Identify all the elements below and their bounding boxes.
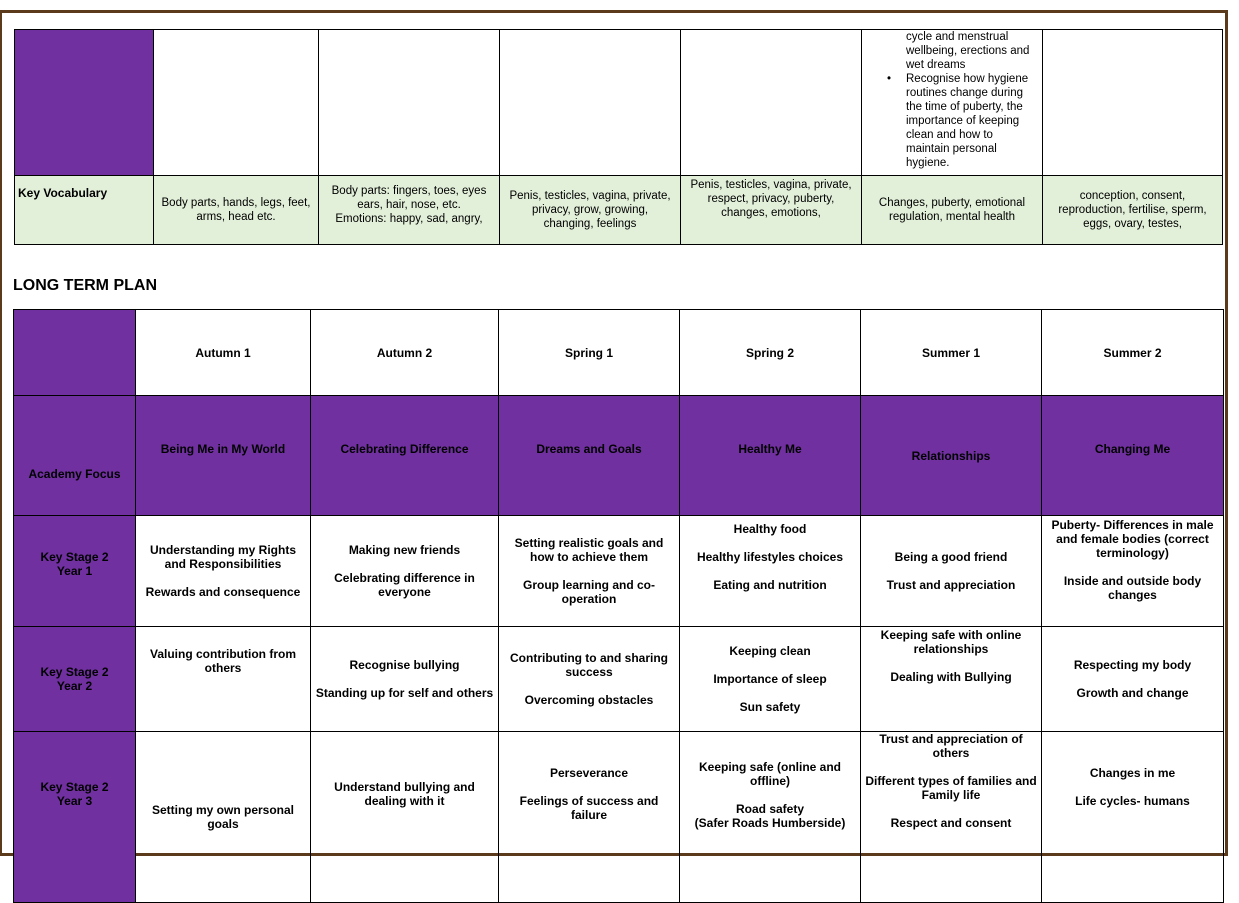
term-header: Spring 1 (499, 310, 680, 396)
empty-cell (681, 30, 862, 176)
vocab-cell: Body parts: fingers, toes, eyes ears, hair, nose, etc. Emotions: happy, sad, angry, (319, 176, 500, 245)
vocab-cell: Changes, puberty, emotional regulation, mental health (862, 176, 1043, 245)
academy-focus-row (14, 396, 1224, 516)
plan-cell: Respecting my body Growth and change (1042, 627, 1224, 732)
key-vocabulary-row (15, 176, 1223, 245)
empty-cell (319, 30, 500, 176)
plan-cell: Trust and appreciation of others Different types of families and Family life Respect and consent (861, 732, 1042, 903)
plan-cell: Puberty- Differences in male and female bodies (correct terminology) Inside and outside body changes (1042, 516, 1224, 627)
objective-bullet: • Recognise how hygiene routines change during the time of puberty, the importance of keeping clean and how to maintain personal hygiene. (906, 72, 1042, 170)
empty-cell (1043, 30, 1223, 176)
term-header: Autumn 1 (136, 310, 311, 396)
continued-objectives-cell (862, 30, 1043, 176)
plan-cell: Keeping clean Importance of sleep Sun safety (680, 627, 861, 732)
key-vocabulary-label: Key Vocabulary (15, 176, 154, 245)
year-label: Key Stage 2 Year 3 (14, 732, 136, 903)
year-2-row (14, 627, 1224, 732)
term-header: Summer 2 (1042, 310, 1224, 396)
objective-bullet-list (862, 72, 1042, 170)
term-header: Summer 1 (861, 310, 1042, 396)
plan-cell: Understanding my Rights and Responsibilities Rewards and consequence (136, 516, 311, 627)
academy-focus-label: Academy Focus (14, 396, 136, 516)
purple-label-cell (15, 30, 154, 176)
year-label: Key Stage 2 Year 2 (14, 627, 136, 732)
plan-cell: Making new friends Celebrating difference in everyone (311, 516, 499, 627)
long-term-plan-table (13, 309, 1224, 903)
focus-topic: Celebrating Difference (311, 396, 499, 516)
plan-cell: Valuing contribution from others (136, 627, 311, 732)
vocab-cell: Penis, testicles, vagina, private, privacy, grow, growing, changing, feelings (500, 176, 681, 245)
term-header-row (14, 310, 1224, 396)
year-label: Key Stage 2 Year 1 (14, 516, 136, 627)
plan-cell: Setting realistic goals and how to achieve them Group learning and co- operation (499, 516, 680, 627)
corner-cell (14, 310, 136, 396)
plan-cell: Contributing to and sharing success Overcoming obstacles (499, 627, 680, 732)
plan-cell: Keeping safe (online and offline) Road safety (Safer Roads Humberside) (680, 732, 861, 903)
plan-cell: Healthy food Healthy lifestyles choices Eating and nutrition (680, 516, 861, 627)
plan-cell: Being a good friend Trust and appreciation (861, 516, 1042, 627)
plan-cell: Changes in me Life cycles- humans (1042, 732, 1224, 903)
focus-topic: Being Me in My World (136, 396, 311, 516)
top-table (14, 29, 1223, 245)
term-header: Autumn 2 (311, 310, 499, 396)
focus-topic: Relationships (861, 396, 1042, 516)
plan-cell: Recognise bullying Standing up for self and others (311, 627, 499, 732)
empty-cell (500, 30, 681, 176)
vocab-cell: conception, consent, reproduction, fertilise, sperm, eggs, ovary, testes, (1043, 176, 1223, 245)
term-header: Spring 2 (680, 310, 861, 396)
plan-cell: Setting my own personal goals (136, 732, 311, 903)
year-3-row (14, 732, 1224, 903)
focus-topic: Healthy Me (680, 396, 861, 516)
continued-text: cycle and menstrual wellbeing, erections and wet dreams (906, 31, 1030, 71)
plan-cell: Perseverance Feelings of success and failure (499, 732, 680, 903)
vocab-cell: Penis, testicles, vagina, private, respect, privacy, puberty, changes, emotions, (681, 176, 862, 245)
empty-cell (154, 30, 319, 176)
long-term-plan-title: LONG TERM PLAN (13, 277, 157, 294)
year-1-row (14, 516, 1224, 627)
plan-cell: Understand bullying and dealing with it (311, 732, 499, 903)
focus-topic: Dreams and Goals (499, 396, 680, 516)
focus-topic: Changing Me (1042, 396, 1224, 516)
vocab-cell: Body parts, hands, legs, feet, arms, head etc. (154, 176, 319, 245)
top-continued-row (15, 30, 1223, 176)
plan-cell: Keeping safe with online relationships Dealing with Bullying (861, 627, 1042, 732)
